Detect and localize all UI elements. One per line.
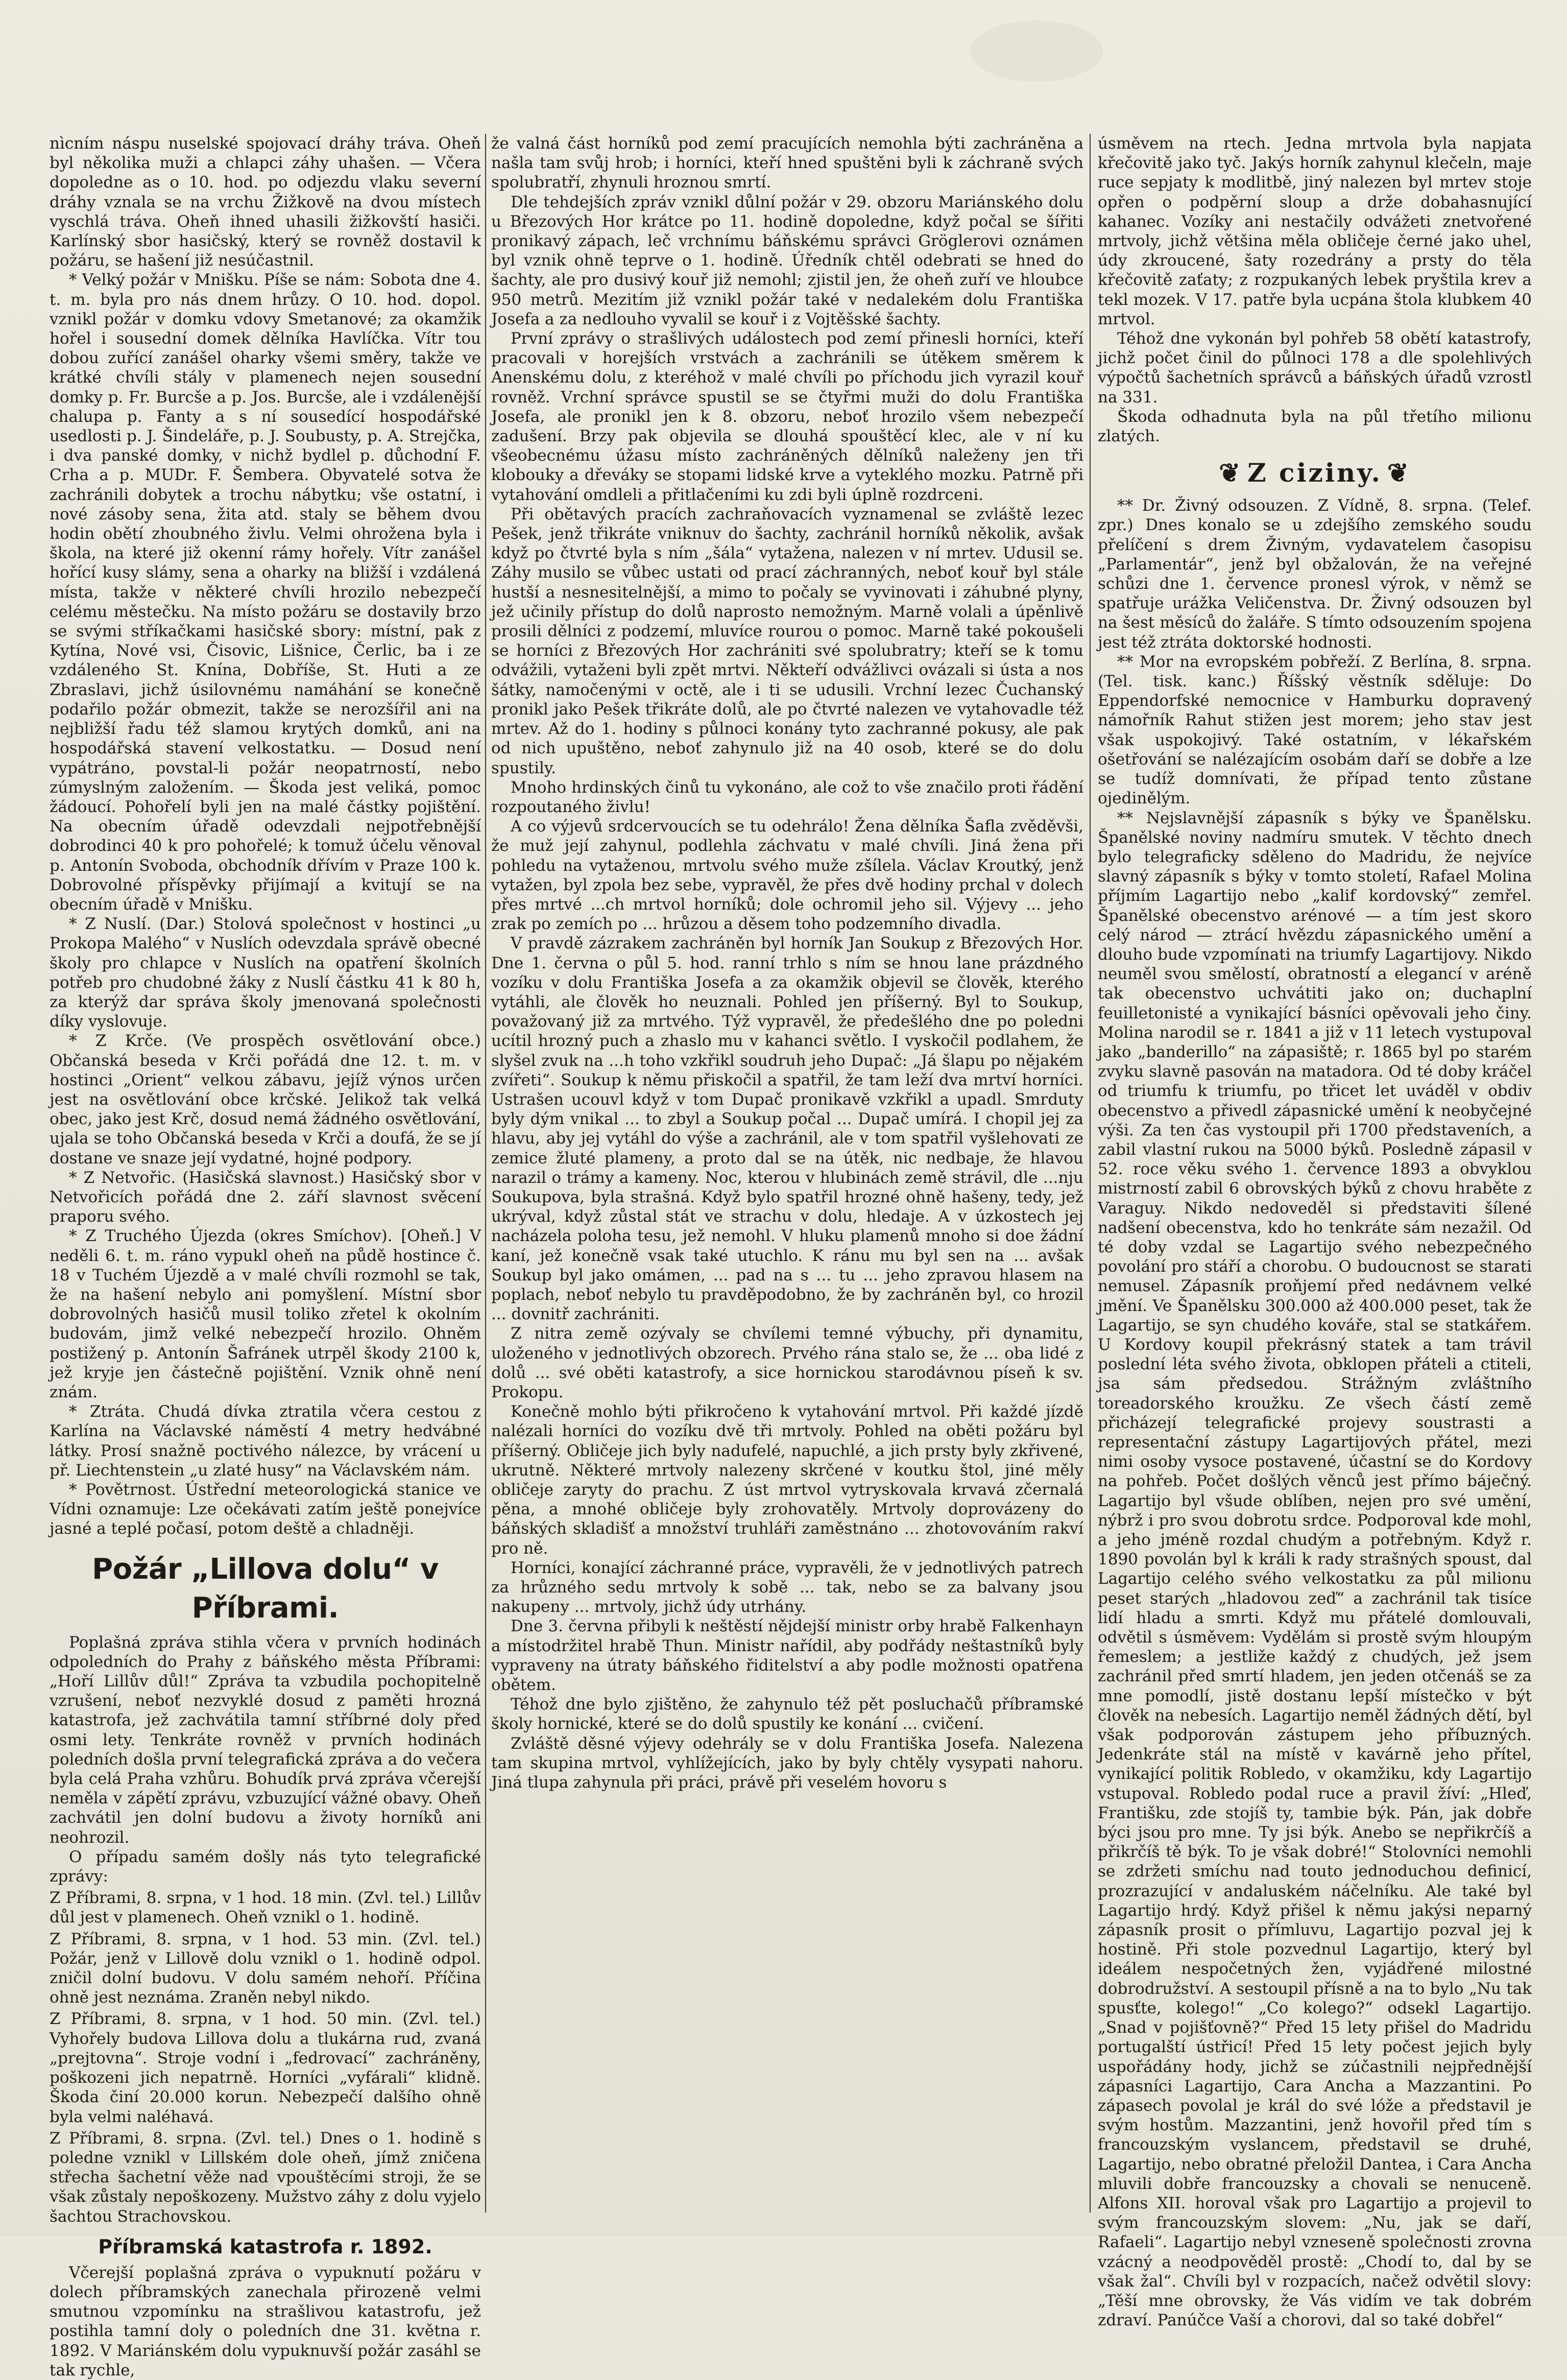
telegraph-dispatch: Z Příbrami, 8. srpna, v 1 hod. 53 min. (Zvl. tel.) Požár, jenž v Lillově dolu vznikl o 1. hodině odpol. zničil dolní budovu. V dolu samém nehoří. Příčina ohně jest neznáma. Zraněn nebyl nikdo. bbox=[50, 1930, 481, 2007]
article-paragraph: * Z Krče. (Ve prospěch osvětlování obce.) Občanská beseda v Krči pořádá dne 12. t. m. v hostinci „Orient“ velkou zábavu, jejíž výnos určen jest na osvětlování obce krčské. Jelikož tak velká obec, jako jest Krč, dosud nemá žádného osvětlování, ujala se toho Občanská beseda v Krči a doufá, že se jí dostane ve snaze její vydatné, hojné podpory. bbox=[50, 1032, 481, 1168]
article-paragraph: * Velký požár v Mnišku. Píše se nám: Sobota dne 4. t. m. byla pro nás dnem hrůzy. O 10. hod. dopol. vznikl požár v domku vdovy Smetanové; za okamžik hořel i sousední domek dělníka Havlíčka. Vítr tou dobou zuřící zanášel oharky všemi směry, takže ve krátké chvíli stály v plamenech nejen sousední domky p. Fr. Burcše a p. Jos. Burcše, ale i vzdálenější chalupa p. Fanty a s ní sousedící hospodářské usedlosti p. J. Šindeláře, p. J. Soubusty, p. A. Strejčka, i dva panské domky, v nichž bydlel p. důchodní F. Crha a p. MUDr. F. Šembera. Obyvatelé sotva že zachránili dobytek a trochu nábytku; vše ostatní, i nové zásoby sena, žita atd. staly se během dvou hodin obětí zhoubného živlu. Velmi ohrožena byla i škola, na které již okenní rámy hořely. Vítr zanášel hořící kusy slámy, sena a oharky na bližší i vzdálená místa, takže v některé chvíli hrozilo nebezpečí celému městečku. Na místo požáru se dostavily brzo se svými stříkačkami hasičské sbory: místní, pak z Kytína, Nové vsi, Čisovic, Lišnice, Čerlic, ba i ze vzdáleného St. Knína, Dobříše, St. Huti a ze Zbraslavi, jichž úsilovnému namáhání se konečně podařilo požár obmezit, takže se nerozšířil ani na nejbližší řadu též slamou krytých domků, ani na hospodářská stavení velkostatku. — Dosud není vypátráno, povstal-li požár neopatrností, nebo zúmyslným založením. — Škoda jest veliká, pomoc žádoucí. Pohořelí byli jen na malé částky pojištění. Na obecním úřadě odevzdali nejpotřebnější dobrodinci 40 k pro pohořelé; k tomuž účelu věnoval p. Antonín Svoboda, obchodník dřívím v Praze 100 k. Dobrovolné příspěvky přijímají a kvitují se na obecním úřadě v Mnišku. bbox=[50, 271, 481, 914]
article-paragraph: Dne 3. června přibyli k neštěstí nějdejší ministr orby hrabě Falkenhayn a místodržitel hrabě Thun. Ministr nařídil, aby podřády neštastníků byly vypraveny na útraty báňského řiditelství a aby podle možnosti opatřena obětem. bbox=[491, 1617, 1083, 1695]
article-paragraph: V pravdě zázrakem zachráněn byl horník Jan Soukup z Březových Hor. Dne 1. června o půl 5. hod. ranní trhlo s ním se hnou lane prázdného vozíku v dolu Františka Josefa a za okamžik objevil se člověk, kterého vytáhli, ale člověk ho neuznali. Pohled jen příšerný. Byl to Soukup, považovaný již za mrtvého. Týž vypravěl, že předešlého dne po poledni ucítil hrozný puch a zhaslo mu v kahanci světlo. I vyskočil podlahem, že slyšel zvuk na ...h toho vzkřikl soudruh jeho Dupač: „Já šlapu po nějakém zvířeti“. Soukup k němu přiskočil a spatřil, že tam leží dva mrtví horníci. Ustrašen ucouvl když v tom Dupač pronikavě vzkřikl a upadl. Smrduty byly dým vnikal ... to zbyl a Soukup počal ... Dupač umírá. I chopil jej za hlavu, aby jej vytáhl do výše a zachránil, ale v tom spatřil vyšlehovati ze zemice žluté plameny, a proto dal se na útěk, nic nedbaje, že hlavou narazil o trámy a kameny. Noc, kterou v hlubinách země strávil, dle ...nju Soukupova, byla strašná. Když bylo spatřil hrozné ohně hašeny, tedy, jež ukrýval, když zůstal stát ve strachu v dolu, hledaje. A v úzkostech jej nacházela poloha tesu, jež nemohl. V hluku plamenů mnoho si doe žádní kaní, jež konečně vsak také utuchlo. K ránu mu byl sen na ... avšak Soukup byl jako omámen, ... pad na s ... tu ... jeho zpravou hlasem na poplach, neboť nebylo tu pravděpodobno, že by zachráněn byl, co hrozil ... dovnitř zachrániti. bbox=[491, 934, 1083, 1324]
article-paragraph: První zprávy o strašlivých událostech pod zemí přinesli horníci, kteří pracovali v horejších vrstvách a zachránili se útěkem směrem k Anenskému dolu, z kteréhož v malé chvíli po příchodu jich vyrazil kouř rovněž. Vrchní správce spustil se se čtyřmi muži do dolu Františka Josefa, ale pronikl jen k 8. obzoru, neboť hrozilo všem nebezpečí zadušení. Brzy pak objevila se dlouhá spouštěcí klec, ale v ní ku všeobecnému úžasu místo zachráněných dělníků naleženy jen tři klobouky a dřeváky se stopami lidské krve a vyteklého mozku. Patrně při vytahování omdleli a přitlačeními ku zdi byli úplně rozdrceni. bbox=[491, 329, 1083, 504]
headline-lillov-fire: Požár „Lillova dolu“ v Příbrami. bbox=[92, 1552, 439, 1625]
article-paragraph: * Ztráta. Chudá dívka ztratila včera cestou z Karlína na Václavské náměstí 4 metry hedvábné látky. Prosí snažně poctivého nálezce, by vrácení u př. Liechtenstein „u zlaté husy“ na Václavském nám. bbox=[50, 1402, 481, 1480]
article-paragraph: Z nitra země ozývaly se chvílemi temné výbuchy, při dynamitu, uloženého v jednotlivých obzorech. Prvého rána stalo se, že ... oba lidé z dolů ... své oběti katastrofy, a sice hornickou starodávnou píseň k sv. Prokopu. bbox=[491, 1324, 1083, 1401]
article-paragraph: úsměvem na rtech. Jedna mrtvola byla napjata křečovitě jako tyč. Jakýs horník zahynul klečeln, maje ruce sepjaty k modlitbě, jiný nalezen byl mrtev stoje opřen o podpěrní sloup a drže dobahasnující kahanec. Vozíky ani nestačily odvážeti znetvořené mrtvoly, jichž většina měla obličeje černé jako uhel, údy zkroucené, šaty rozedrány a prsty do těla křečovitě zaťaty; z rozpukaných lebek pryštila krev a tekl mozek. V 17. patře byla ucpána štola klubkem 40 mrtvol. bbox=[1098, 134, 1532, 328]
article-paragraph: * Povětrnost. Ústřední meteorologická stanice ve Vídni oznamuje: Lze očekávati zatím ještě ponejvíce jasné a teplé počasí, potom deště a chladněji. bbox=[50, 1481, 481, 1538]
article-paragraph: Škoda odhadnuta byla na půl třetího milionu zlatých. bbox=[1098, 407, 1532, 446]
article-paragraph: O případu samém došly nás tyto telegrafické zprávy: bbox=[50, 1847, 481, 1886]
ornament-icon: ❦ bbox=[1219, 458, 1243, 488]
column-local-news bbox=[50, 134, 481, 2379]
paper-stain bbox=[970, 20, 1103, 82]
article-paragraph: Téhož dne vykonán byl pohřeb 58 obětí katastrofy, jichž počet činil do půlnoci 178 a dle spolehlivých výpočtů šachetních správců a báňských úřadů vzrostl na 331. bbox=[1098, 329, 1532, 407]
column-foreign-news bbox=[1098, 134, 1532, 2330]
article-paragraph: ** Mor na evropském pobřeží. Z Berlína, 8. srpna. (Tel. tisk. kanc.) Říšský věstník sděluje: Do Eppendorfské nemocnice v Hamburku dopravený námořník Rahut stižen jest morem; jeho stav jest však uspokojivý. Také ostatním, v lékařském ošetřování se nalézajícím osobám daří se dobře a lze se tudíž domnívati, že případ tento zůstane ojedinělým. bbox=[1098, 652, 1532, 808]
section-heading-abroad bbox=[1098, 455, 1532, 491]
subhead-1892-disaster: Příbramská katastrofa r. 1892. bbox=[98, 2235, 432, 2258]
article-paragraph: nìcním náspu nuselské spojovací dráhy tráva. Oheň byl několika muži a chlapci záhy uhašen. — Včera dopoledne as o 10. hod. po odjezdu vlaku severní dráhy vznala se na vrchu Žižkově na dvou místech vyschlá tráva. Oheň ihned uhasili žižkovští hasiči. Karlínský sbor hasičský, který se rovněž dostavil k požáru, se hašení již nesúčastnil. bbox=[50, 134, 481, 270]
section-heading-text: Z ciziny. bbox=[1247, 458, 1382, 488]
article-paragraph: ** Nejslavnější zápasník s býky ve Španělsku. Španělské noviny nadmíru smutek. V těchto dnech bylo telegraficky sděleno do Madridu, že nejvíce slavný zápasník s býky v tomto století, Rafael Molina příjmím Lagartijo nebo „kalif kordovský“ zemřel. Španělské obecenstvo arénové — a tím jest skoro celý národ — ztrácí hvězdu zápasnického umění a dlouho bude vzpomínati na triumfy Lagartijovy. Nikdo neuměl svou smělostí, obratností a elegancí v aréně tak obecenstvo uchvátiti jako on; duchaplní feuilletonisté a vynikající básníci opěvovali jeho činy. Molina narodil se r. 1841 a již v 11 letech vystupoval jako „banderillo“ na zápasiště; r. 1865 byl po starém zvyku slavně pasován na matadora. Od té doby kráčel od triumfu k triumfu, po třicet let uváděl v obdiv obecenstvo a přivedl zápasnické umění k neobyčejné výši. Za ten čas vystoupil při 1700 představeních, a zabil vlastní rukou na 5000 býků. Posledně zápasil v 52. roce věku svého 1. července 1893 a obvyklou mistrností zabil 6 obrovských býků z chovu hraběte z Varaguy. Nikdo nedoveděl si představiti šílené nadšení obecenstva, kdo ho tenkráte sám nezažil. Od té doby vzdal se Lagartijo svého nebezpečného povolání pro stáří a chorobu. O budoucnost se starati nemusel. Zápasník proňjemí před nedávnem velké jmění. Ve Španělsku 300.000 až 400.000 peset, tak že Lagartijo, se syn chudého kováře, stal se statkářem. U Kordovy koupil překrásný statek a tam trávil poslední léta svého života, obklopen přáteli a ctiteli, jsa sám předsedou. Strážným zvláštního toreadorského kroužku. Ze všech částí země přicházejí telegrafické projevy soustrasti a representační zástupy Lagartijových přátel, mezi nimi osoby vysoce postavené, účastní se do Kordovy na pohřeb. Počet došlých věnců jest přímo báječný. Lagartijo byl všude oblíben, nejen pro své umění, nýbrž i pro svou dobrotu srdce. Podporoval kde mohl, a jeho jméně rozdal chudým a potřebným. Když r. 1890 povolán byl k králi k rady strašných spoust, dal Lagartijo celého svého velkostatku za půl milionu peset starých „hladovou zeď“ a zachránil tak tisíce lidí hladu a smrti. Když mu přátelé domlouvali, odvětil s úsměvem: Vydělám si prostě svým hloupým řemeslem; a jestliže každý z chudých, jež jsem zachránil před smrtí hladem, jen jeden otčenáš se za mne pomodlí, jistě dostanu lepší místečko v být člověk na nebesích. Lagartijo neměl žádných dětí, byl však podporován zástupem jeho příbuzných. Jedenkráte stál na místě v kavárně jeho přítel, vynikající politik Robledo, v okamžiku, kdy Lagartijo vstupoval. Robledo podal ruce a pravil žíví: „Hleď, Františku, zde stojíš ty, tambie býk. Pán, jak dobře býci jsou pro mne. Ty jsi býk. Anebo se nepřikrčíš a přikrčíš tě býk. To je však dobré!“ Stolovníci nemohli se zdržeti smíchu nad touto jednoduchou definicí, prozrazující v andaluském náčelníku. Ale také byl Lagartijo hrdý. Když přišel k němu jakýsi neparný zápasník prosit o přímluvu, Lagartijo pozval jej k hostině. Při stole pozvednul Lagartijo, který byl ideálem nespočetných žen, vyjádřené milostné dobrodružství. A sestoupil přísně a na to bylo „Nu tak spusťte, kolego!“ „Co kolego?“ odsekl Lagartijo. „Snad v pojišťovně?“ Před 15 lety přišel do Madridu portugalští ústřicí! Před 15 lety počest jejich byly uspořádány hody, jichž se zúčastnili nejpřednější zápasníci Lagartijo, Cara Ancha a Mazzantini. Po zápasech povolal je král do své lóže a představil je svým hostům. Mazzantini, jenž hovořil před tím s francouzským vyslancem, představil se druhé, Lagartijo, nebo obratné přeložil Danteа, i Cara Ancha mluvili dobře francouzsky a chovali se nenuceně. Alfons XII. horoval však pro Lagartijo a projevil to svým francouzským slovem: „Nu, jak se daří, Rafaeli“. Lagartijo nebyl vzneseně společnosti zrovna vzácný a neodpověděl prostě: „Chodí to, dal by se však žal“. Chvíli byl v rozpacích, načež odvětil slovy: „Těší mne obrovsky, že Vás vidím ve tak dobrém zdraví. Panúčce Vaší a chorovi, dal so také dobřel“ bbox=[1098, 808, 1532, 2330]
article-paragraph: A co výjevů srdcervoucích se tu odehrálo! Žena dělníka Šafla zvěděvši, že muž její zahynul, podlehla záchvatu v malé chvíli. Jiná žena při pohledu na vytaženou, mrtvolu svého muže zšílela. Václav Kroutký, jenž vytažen, byl zpola bez sebe, vypravěl, že přes dvě hodiny prchal v dolech přes mrtvé ...ch mrtvol horníků; dole ochromil jeho sil. Výjevy ... jeho zrak po zemích po ... hrůzou a děsem toho podzemního divadla. bbox=[491, 817, 1083, 934]
article-paragraph: ** Dr. Živný odsouzen. Z Vídně, 8. srpna. (Telef. zpr.) Dnes konalo se u zdejšího zemského soudu přelíčení s drem Živným, vydavatelem časopisu „Parlamentár“, jenž byl obžalován, že na veřejné schůzi dne 1. července pronesl výrok, v němž se spatřuje urážka Veličenstva. Dr. Živný odsouzen byl na šest měsíců do žaláře. S tímto odsouzením spojena jest též ztráta doktorské hodnosti. bbox=[1098, 496, 1532, 652]
column-rule bbox=[1090, 134, 1091, 2212]
ornament-icon: ❦ bbox=[1387, 458, 1411, 488]
article-paragraph: Zvláště děsné výjevy odehrály se v dolu Františka Josefa. Nalezena tam skupina mrtvol, vyhlížejících, jako by byly chtěly vysypati nahoru. Jiná tlupa zahynula při práci, právě při veselém hovoru s bbox=[491, 1734, 1083, 1792]
article-paragraph: Poplašná zpráva stihla včera v prvních hodinách odpoledních do Prahy z báňského města Příbrami: „Hoří Lillův důl!“ Zpráva ta vzbudila pochopitelně vzrušení, neboť nezvyklé dosud z paměti hrozná katastrofa, jež zachvátila tamní stříbrné doly před osmi lety. Tenkráte rovněž v prvních hodinách poledních došla první telegrafická zpráva a do večera byla celá Praha vzhůru. Bohudík prvá zpráva včerejší neměla v zápětí zprávu, vzbuzující vážné obavy. Oheň zachvátil jen dolní budovu a životy horníků ani neohrozil. bbox=[50, 1633, 481, 1847]
telegraph-dispatch: Z Příbrami, 8. srpna. (Zvl. tel.) Dnes o 1. hodině s poledne vznikl v Lillském dole oheň, jímž zničena střecha šachetní věže nad vpouštěcími stroji, že se však zůstaly nepoškozeny. Mužstvo záhy z dolu vyjelo šachtou Strachovskou. bbox=[50, 2129, 481, 2226]
article-paragraph: * Z Nuslí. (Dar.) Stolová společnost v hostinci „u Prokopa Malého“ v Nuslích odevzdala správě obecné školy pro chlapce v Nuslích na opatření školních potřeb pro chudobné žáky z Nuslí částku 41 k 80 h, za kterýž dar správa školy jmenovaná společnosti díky vyslovuje. bbox=[50, 915, 481, 1031]
article-paragraph: Při obětavých pracích zachraňovacích vyznamenal se zvláště lezec Pešek, jenž třikráte vniknuv do šachty, zachránil horníků několik, avšak když po čtvrté byla s ním „šála“ vytažena, nalezen v ní mrtev. Udusil se. Záhy musilo se vůbec ustati od prací záchranných, neboť kouř byl stále hustší a nesnesitelnější, a mimo to počaly se vyvinovati i záhubné plyny, jež učinily přístup do dolů naprosto nemožným. Marně volali a úpěnlivě prosili dělníci z podzemí, mluvíce rourou o pomoc. Marně také pokoušeli se horníci z Březových Hor zachrániti své spolubratry; kteří se k tomu odvážili, vytaženi byli zpět mrtvi. Někteří odvážlivci ovázali si ústa a nos šátky, namočenými v octě, ale i ti se udusili. Vrchní lezec Čuchanský pronikl jako Pešek třikráte dolů, ale po čtvrté nalezen ve vytahovadle též mrtev. Až do 1. hodiny s půlnoci konány tyto zachranné pokusy, ale pak od nich upuštěno, neboť zahynulo již na 40 osob, které se do dolu spustily. bbox=[491, 505, 1083, 777]
column-disaster-report bbox=[491, 134, 1083, 2207]
telegraph-dispatch: Z Příbrami, 8. srpna, v 1 hod. 50 min. (Zvl. tel.) Vyhořely budova Lillova dolu a tlukárna rud, zvaná „prejtovna“. Stroje vodní i „fedrovací“ zachráněny, poškozeni jich nepatrně. Horníci „vyfárali“ klidně. Škoda činí 20.000 korun. Nebezpečí dalšího ohně byla velmi naléhavá. bbox=[50, 2010, 481, 2126]
article-paragraph: Dle tehdejších zpráv vznikl důlní požár v 29. obzoru Mariánského dolu u Březových Hor krátce po 11. hodině dopoledne, když počal se šířiti pronikavý zápach, leč vrchnímu báňskému správci Gröglerovi oznámen byl vznik ohně teprve o 1. hodině. Úředník chtěl odebrati se hned do šachty, ale pro dusivý kouř již nemohl; zjistil jen, že oheň zuří ve hloubce 950 metrů. Mezitím již vznikl požár také v nedalekém dolu Františka Josefa a za nedlouho vyvalil se kouř i z Vojtěšské šachty. bbox=[491, 193, 1083, 328]
article-paragraph: že valná část horníků pod zemí pracujících nemohla býti zachráněna a našla tam svůj hrob; i horníci, kteří hned spuštěni byli k záchraně svých spolubratří, zhynuli hroznou smrtí. bbox=[491, 134, 1083, 192]
telegraph-dispatch: Z Příbrami, 8. srpna, v 1 hod. 18 min. (Zvl. tel.) Lillův důl jest v plamenech. Oheň vznikl o 1. hodině. bbox=[50, 1889, 481, 1927]
article-paragraph: Téhož dne bylo zjištěno, že zahynulo též pět posluchačů příbramské školy hornické, které se do dolů spustily ke konání ... cvičení. bbox=[491, 1695, 1083, 1733]
article-paragraph: Mnoho hrdinských činů tu vykonáno, ale což to vše značilo proti řádění rozpoutaného živlu! bbox=[491, 778, 1083, 816]
article-paragraph: * Z Netvořic. (Hasičská slavnost.) Hasičský sbor v Netvořicích pořádá dne 2. září slavnost svěcení praporu svého. bbox=[50, 1168, 481, 1226]
article-paragraph: Včerejší poplašná zpráva o vypuknutí požáru v dolech příbramských zanechala přirozeně velmi smutnou vzpomínku na strašlivou katastrofu, jež postihla tamní doly o poledních dne 31. května r. 1892. V Mariánském dolu vypuknuvší požár zasáhl se tak rychle, bbox=[50, 2263, 481, 2379]
article-paragraph: Konečně mohlo býti přikročeno k vytahování mrtvol. Při každé jízdě nalézali horníci do vozíku dvě tři mrtvoly. Pohled na oběti požáru byl příšerný. Obličeje jich byly nadufelé, napuchlé, a jich prsty byly zkřivené, ukrutně. Některé mrtvoly nalezeny skrčené v koutku štol, jiné měly obličeje zaryty do prachu. Z úst mrtvol vytryskovala krvavá zčernalá pěna, a mnohé obličeje byly zrohovatěly. Mrtvoly doprovázeny do báňských skladišť a množství truhláři zaměstnáno ... zhotovováním rakví pro ně. bbox=[491, 1402, 1083, 1558]
column-rule bbox=[485, 134, 486, 2212]
article-paragraph: * Z Truchého Újezda (okres Smíchov). [Oheň.] V neděli 6. t. m. ráno vypukl oheň na půdě hostince č. 18 v Tuchém Újezdě a v malé chvíli rozmohl se tak, že na hašení nebylo ani pomyšlení. Místní sbor dobrovolných hasičů musil toliko zřetel k okolním budovám, jimž velké nebezpečí hrozilo. Ohněm postižený p. Antonín Šafránek utrpěl škody 2100 k, jež kryje jen částečně pojištění. Vznik ohně není znám. bbox=[50, 1227, 481, 1401]
article-paragraph: Horníci, konající záchranné práce, vypravěli, že v jednotlivých patrech za hrůzného sedu mrtvoly k sobě ... tak, nebo se za balvany jsou nakupeny ... mrtvoly, jichž údy utrhány. bbox=[491, 1558, 1083, 1616]
